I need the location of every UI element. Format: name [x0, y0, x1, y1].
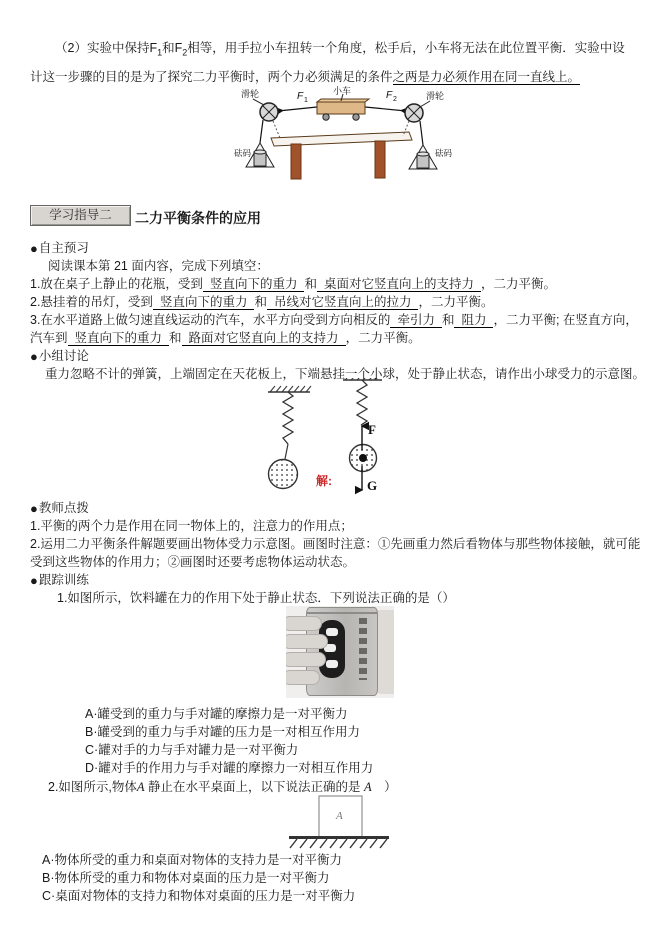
pulley-right-pointer — [420, 101, 430, 107]
line3b-blank-1[interactable]: 竖直向下的重力 — [68, 331, 170, 346]
intro-underlined-conclusion: 之两是力必须作用在同一直线上。 — [392, 69, 581, 84]
can-label-panel — [319, 620, 345, 678]
q2-stem-mid: 静止在水平桌面上，以下说法正确的是 — [144, 780, 364, 794]
string-left-down — [260, 120, 263, 143]
drink-can-photo — [286, 606, 394, 698]
line2-blank-2[interactable]: 吊线对它竖直向上的拉力 — [267, 295, 419, 310]
cart — [317, 99, 369, 120]
weight-right-label: 砝码 — [435, 148, 453, 158]
intro-text-3: 相等，用手拉小车扭转一个角度，松手后，小车将无法在此位置平衡．实验中设计这一步骤的目的是为了探究二力平衡时，两个力必须满足的条件 — [30, 41, 625, 84]
line3b-mid: 和 — [169, 331, 182, 345]
teacher-tip-1: 1.平衡的两个力是作用在同一物体上的，注意力的作用点； — [30, 519, 353, 533]
bullet-icon: ● — [30, 349, 38, 364]
practice-heading — [30, 571, 89, 590]
line1-blank-1[interactable]: 竖直向下的重力 — [203, 277, 305, 292]
guide-section-badge: 学习指导二 — [30, 205, 131, 226]
ball-left — [269, 460, 298, 489]
line3a-blank-1[interactable]: 牵引力 — [390, 313, 442, 328]
q2-object-label: A — [136, 780, 145, 794]
can-side-text-column — [359, 618, 367, 680]
line1-blank-2[interactable]: 桌面对它竖直向上的支持力 — [317, 277, 481, 292]
line3b-blank-2[interactable]: 路面对它竖直向上的支持力 — [182, 331, 346, 346]
fill-blank-line-2 — [30, 293, 494, 311]
block-on-table-diagram — [283, 792, 395, 850]
bullet-icon: ● — [30, 573, 38, 588]
weight-left-label: 砝码 — [234, 148, 252, 158]
spring-right — [343, 378, 382, 425]
block-a-label: A — [336, 810, 343, 822]
line2-mid: 和 — [254, 295, 267, 309]
line3a-post: ，二力平衡; 在竖直方向， — [493, 313, 638, 327]
f1-subscript: 1 — [157, 47, 163, 58]
group-discussion-body: 重力忽略不计的弹簧，上端固定在天花板上，下端悬挂一个小球，处于静止状态，请作出小球受力的示意图。 — [45, 367, 646, 381]
q1-option-d[interactable]: D·罐对手的作用力与手对罐的摩擦力一对相互作用力 — [85, 761, 374, 775]
fill-blank-line-1 — [30, 275, 556, 293]
weight-right — [409, 145, 437, 169]
q2-option-c[interactable]: C·桌面对物体的支持力和物体对桌面的压力是一对平衡力 — [42, 889, 356, 903]
practice-heading-label: 跟踪训练 — [38, 573, 89, 587]
string-right-down — [420, 121, 423, 145]
q2-option-a[interactable]: A·物体所受的重力和桌面对物体的支持力是一对平衡力 — [42, 853, 343, 867]
force-g-label: G — [367, 478, 378, 493]
solution-label: 解: — [316, 474, 332, 488]
ball-right-center-dot — [359, 454, 367, 462]
finger-1 — [286, 616, 322, 631]
fill-blank-line-3a — [30, 311, 638, 329]
q1-option-b[interactable]: B·罐受到的重力与手对罐的压力是一对相互作用力 — [85, 725, 361, 739]
line2-pre: 2.悬挂着的吊灯，受到 — [30, 295, 153, 309]
force-f2-label: F — [386, 90, 393, 101]
spring-ball-diagrams — [240, 378, 450, 500]
table-leg-left — [291, 144, 301, 179]
teacher-tip-2: 2.运用二力平衡条件解题要画出物体受力示意图。画图时注意：①先画重力然后看物体与那些物体接触，就可能受到这些物体的作用力；②画图时还要考虑物体运动状态。 — [30, 537, 641, 569]
line3a-pre: 3.在水平道路上做匀速直线运动的汽车，水平方向受到方向相反的 — [30, 313, 391, 327]
q2-stem-pre: 2.如图所示,物体 — [48, 780, 137, 794]
finger-2 — [286, 634, 328, 649]
bullet-icon: ● — [30, 241, 38, 256]
line2-post: ，二力平衡。 — [418, 295, 494, 309]
teacher-tips-heading — [30, 499, 89, 518]
force-f-label: F — [368, 422, 376, 437]
line1-post: ，二力平衡。 — [480, 277, 556, 291]
self-study-heading-label: 自主预习 — [38, 241, 89, 255]
line1-pre: 1.放在桌子上静止的花瓶，受到 — [30, 277, 203, 291]
string-right — [365, 107, 406, 111]
pulley-left — [260, 103, 278, 121]
can-rim — [307, 612, 377, 614]
q2-option-b[interactable]: B·物体所受的重力和物体对桌面的压力是一对平衡力 — [42, 871, 330, 885]
group-discussion-heading — [30, 347, 89, 366]
table-leg-right — [375, 141, 385, 178]
q1-option-c[interactable]: C·罐对手的力与手对罐力是一对平衡力 — [85, 743, 299, 757]
group-discussion-heading-label: 小组讨论 — [38, 349, 89, 363]
ground-hatching — [290, 839, 387, 848]
pulley-left-label: 滑轮 — [241, 89, 260, 99]
f2-subscript: 2 — [182, 47, 188, 58]
force-f1-sub: 1 — [304, 97, 308, 104]
dashed-guide-left — [273, 121, 280, 138]
force-f2-sub: 2 — [393, 96, 397, 103]
q2-answer-mark[interactable]: A — [364, 780, 372, 794]
string-left — [278, 107, 317, 111]
finger-4 — [286, 670, 320, 685]
pulley-right-label: 滑轮 — [426, 91, 445, 101]
two-force-balance-experiment-diagram — [233, 86, 453, 181]
line1-mid: 和 — [304, 277, 317, 291]
line3b-post: ，二力平衡。 — [345, 331, 421, 345]
line3b-pre: 汽车到 — [30, 331, 68, 345]
bullet-icon: ● — [30, 501, 38, 516]
self-study-intro: 阅读课本第 21 面内容，完成下列填空： — [48, 259, 269, 273]
finger-3 — [286, 652, 326, 667]
pulley-left-pointer — [253, 99, 264, 105]
fill-blank-line-3b — [30, 329, 421, 347]
intro-text-2: 和F — [162, 41, 183, 55]
intro-paragraph — [30, 36, 636, 89]
line3a-mid: 和 — [441, 313, 455, 327]
spring-left — [268, 386, 311, 459]
self-study-heading — [30, 239, 89, 258]
q1-option-a[interactable]: A·罐受到的重力与手对罐的摩擦力是一对平衡力 — [85, 707, 348, 721]
line2-blank-1[interactable]: 竖直向下的重力 — [153, 295, 255, 310]
force-f1-label: F — [297, 91, 304, 102]
question-1-stem: 1.如图所示，饮料罐在力的作用下处于静止状态．下列说法正确的是（） — [57, 591, 455, 605]
guide-section-title: 二力平衡条件的应用 — [135, 210, 261, 226]
teacher-tips-heading-label: 教师点拨 — [38, 501, 89, 515]
q2-stem-close: ） — [371, 780, 397, 794]
cart-label: 小车 — [333, 86, 352, 96]
intro-text-1: （2）实验中保持F — [55, 41, 158, 55]
line3a-blank-2[interactable]: 阻力 — [454, 313, 493, 328]
